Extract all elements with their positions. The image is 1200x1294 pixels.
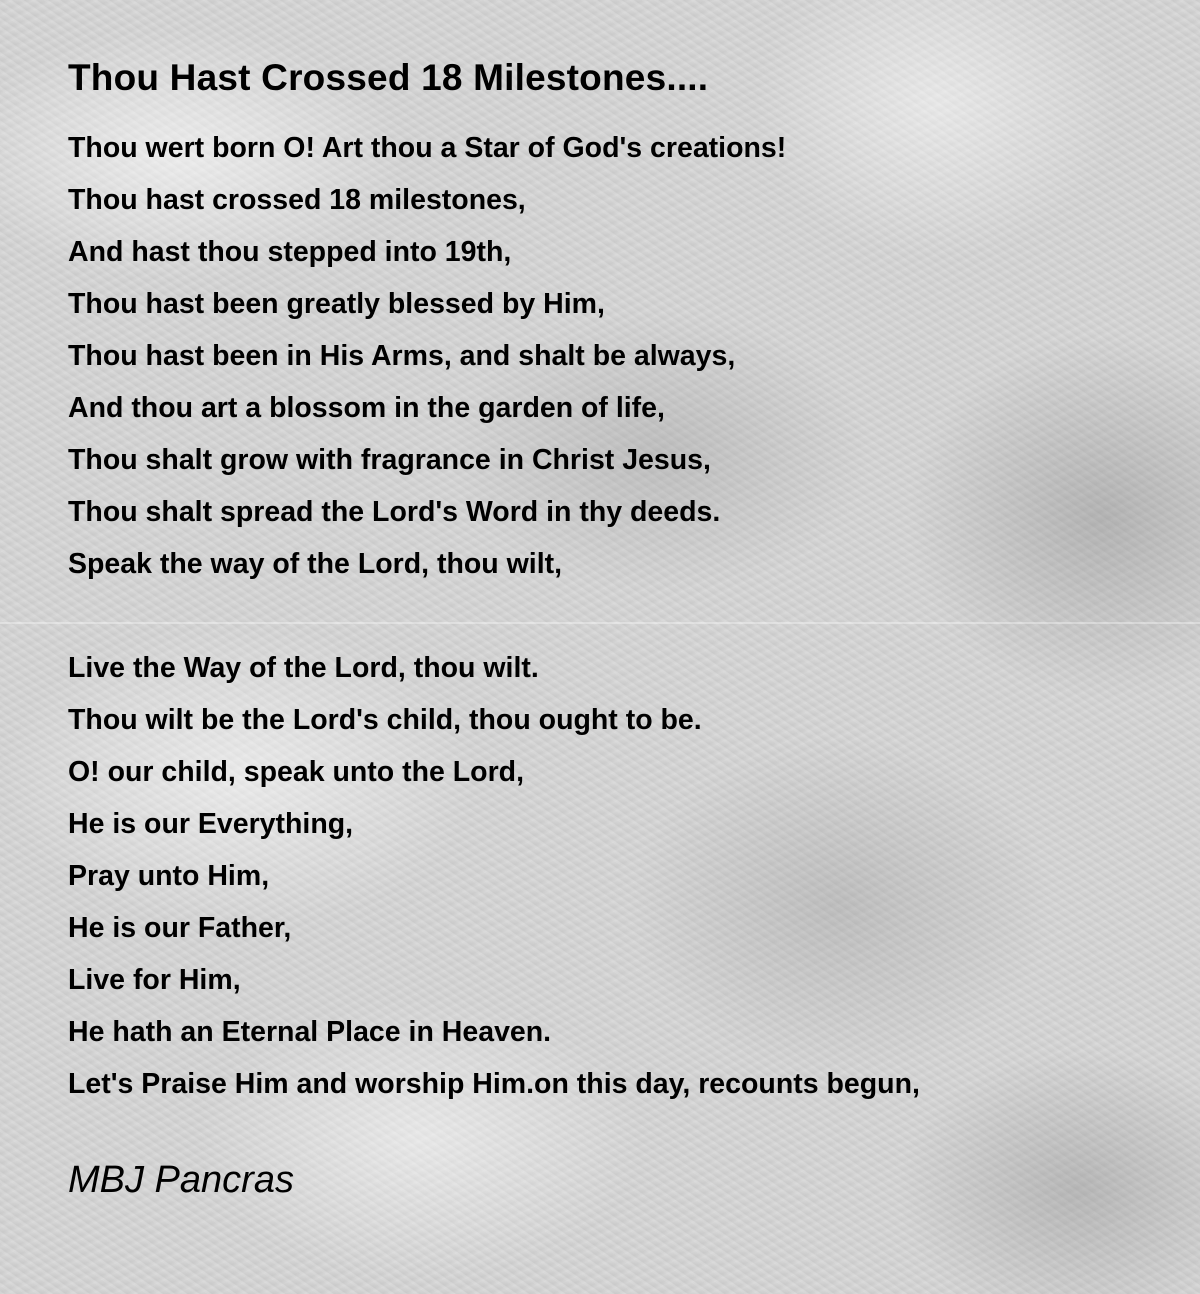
poem-line: Live the Way of the Lord, thou wilt. <box>68 652 539 684</box>
poem-line: Thou wert born O! Art thou a Star of God's creations! <box>68 132 787 164</box>
poem-line: Speak the way of the Lord, thou wilt, <box>68 548 563 580</box>
poem-line: Thou hast been greatly blessed by Him, <box>68 288 605 320</box>
poem-line: Pray unto Him, <box>68 860 270 892</box>
poem-line: Thou hast crossed 18 milestones, <box>68 184 526 216</box>
poem-author: MBJ Pancras <box>68 1159 294 1201</box>
poem-line: Thou shalt spread the Lord's Word in thy deeds. <box>68 496 721 528</box>
poem-line: He hath an Eternal Place in Heaven. <box>68 1016 552 1048</box>
stanza-2 <box>68 642 1168 1110</box>
poem-line: He is our Father, <box>68 912 292 944</box>
poem-line: O! our child, speak unto the Lord, <box>68 756 525 788</box>
poem-line: And thou art a blossom in the garden of life, <box>68 392 665 424</box>
poem-line: Live for Him, <box>68 964 241 996</box>
poem-line: And hast thou stepped into 19th, <box>68 236 512 268</box>
poem-line: Thou wilt be the Lord's child, thou ought to be. <box>68 704 702 736</box>
poem-title: Thou Hast Crossed 18 Milestones.... <box>68 57 709 98</box>
stanza-1 <box>68 122 1168 590</box>
poem-card <box>68 52 1168 1206</box>
poem-line: Thou shalt grow with fragrance in Christ Jesus, <box>68 444 711 476</box>
poem-line: Let's Praise Him and worship Him.on this day, recounts begun, <box>68 1068 920 1100</box>
poem-line: He is our Everything, <box>68 808 354 840</box>
poem-line: Thou hast been in His Arms, and shalt be always, <box>68 340 736 372</box>
